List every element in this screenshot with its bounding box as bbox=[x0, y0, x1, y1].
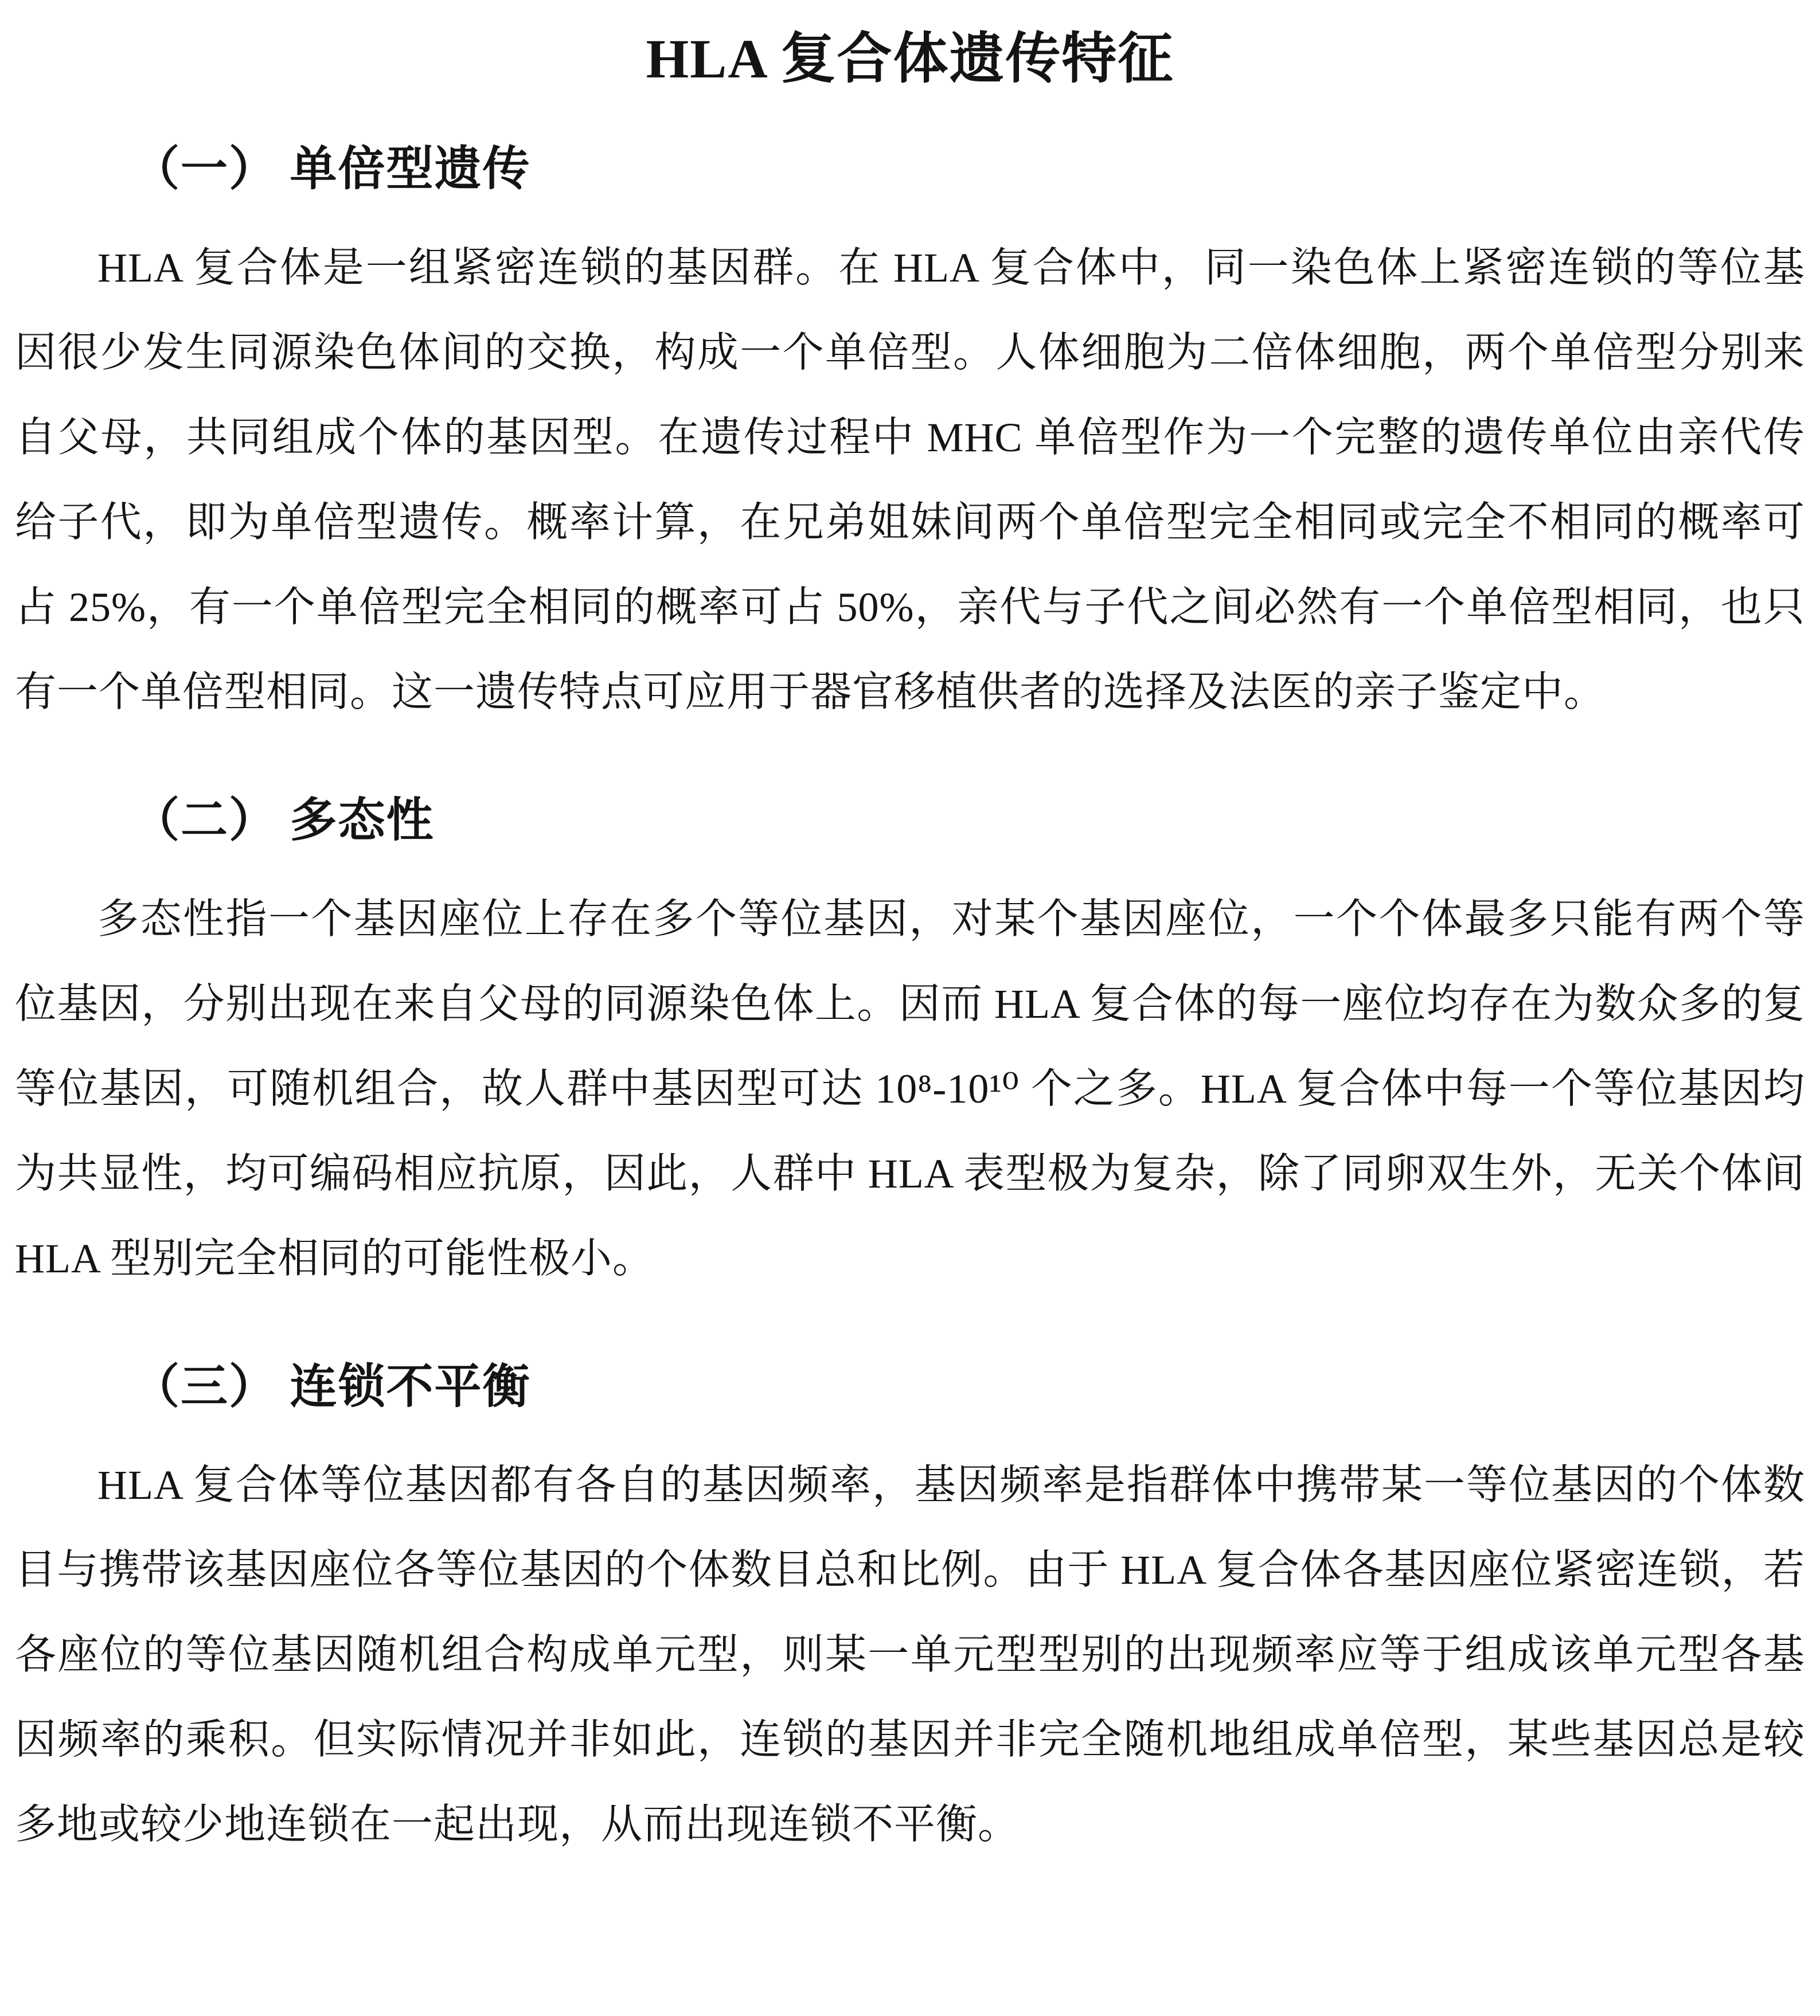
section-heading-linkage-disequilibrium: （三） 连锁不平衡 bbox=[132, 1360, 531, 1413]
paragraph-haplotype-inheritance: HLA 复合体是一组紧密连锁的基因群。在 HLA 复合体中，同一染色体上紧密连锁的等位基因很少发生同源染色体间的交换，构成一个单倍型。人体细胞为二倍体细胞，两个单倍型分别来自父母，共同组成个体的基因型。在遗传过程中 MHC 单倍型作为一个完整的遗传单位由亲代传给子代，即为单倍型遗传。概率计算，在兄弟姐妹间两个单倍型完全相同或完全不相同的概率可占 25%，有一个单倍型完全相同的概率可占 50%，亲代与子代之间必然有一个单倍型相同，也只有一个单倍型相同。这一遗传特点可应用于器官移植供者的选择及法医的亲子鉴定中。 bbox=[15, 245, 1805, 716]
section-heading-haplotype-inheritance: （一） 单倍型遗传 bbox=[132, 143, 531, 196]
paragraph-polymorphism: 多态性指一个基因座位上存在多个等位基因，对某个基因座位，一个个体最多只能有两个等位基因，分别出现在来自父母的同源染色体上。因而 HLA 复合体的每一座位均存在为数众多的复等位基因，可随机组合，故人群中基因型可达 10⁸-10¹⁰ 个之多。HLA 复合体中每一个等位基因均为共显性，均可编码相应抗原，因此，人群中 HLA 表型极为复杂，除了同卵双生外，无关个体间 HLA 型别完全相同的可能性极小。 bbox=[15, 896, 1805, 1282]
document-title: HLA 复合体遗传特征 bbox=[646, 28, 1174, 89]
section-haplotype-inheritance bbox=[15, 138, 1805, 734]
section-heading-polymorphism: （二） 多态性 bbox=[132, 794, 435, 847]
section-polymorphism bbox=[15, 789, 1805, 1301]
section-linkage-disequilibrium bbox=[15, 1355, 1805, 1867]
paragraph-linkage-disequilibrium: HLA 复合体等位基因都有各自的基因频率，基因频率是指群体中携带某一等位基因的个体数目与携带该基因座位各等位基因的个体数目总和比例。由于 HLA 复合体各基因座位紧密连锁，若各座位的等位基因随机组合构成单元型，则某一单元型型别的出现频率应等于组成该单元型各基因频率的乘积。但实际情况并非如此，连锁的基因并非完全随机地组成单倍型，某些基因总是较多地或较少地连锁在一起出现，从而出现连锁不平衡。 bbox=[15, 1462, 1805, 1848]
